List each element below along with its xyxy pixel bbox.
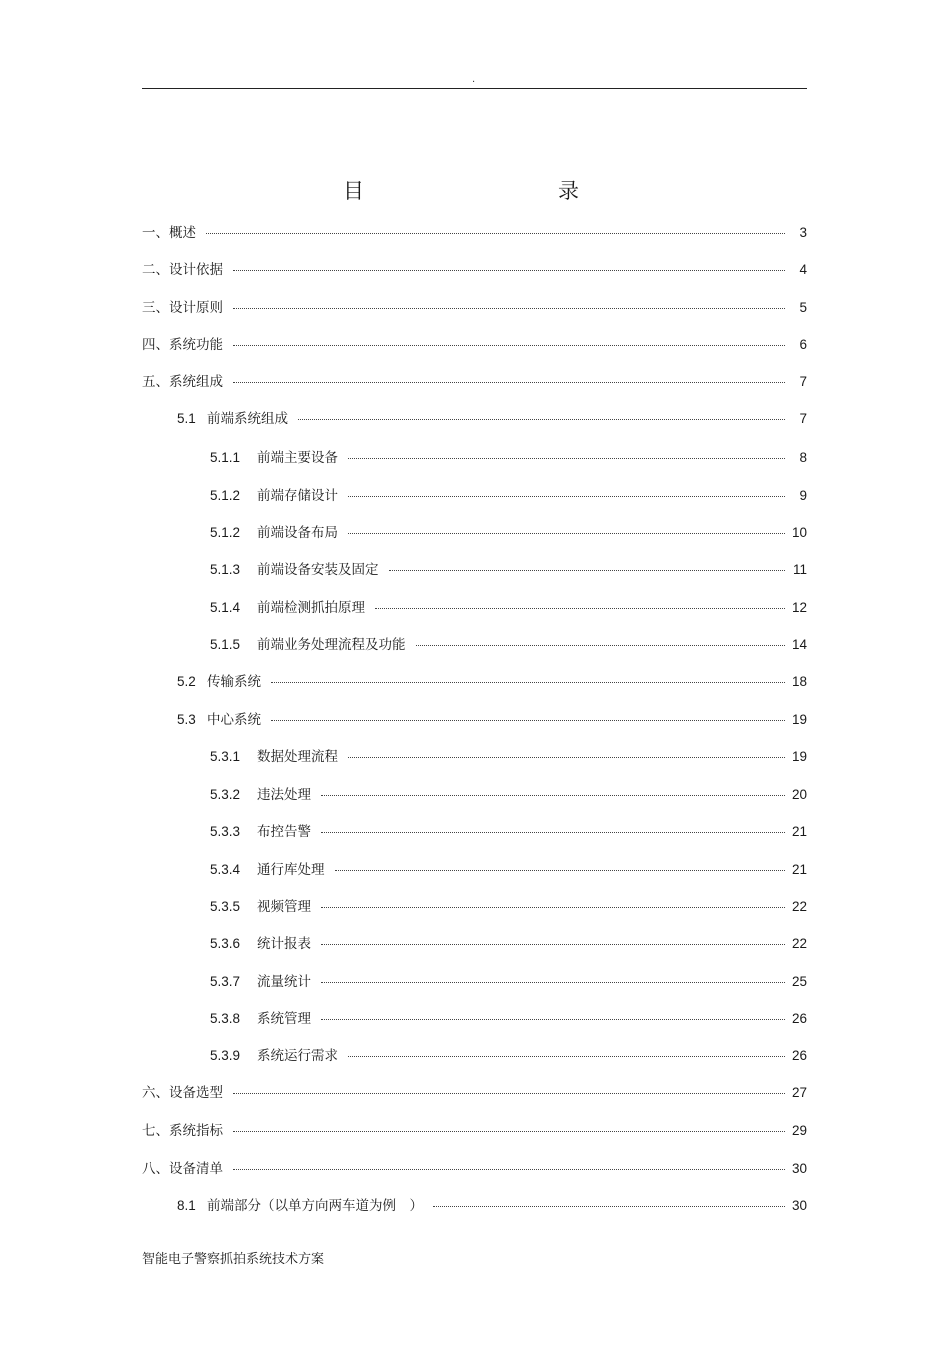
toc-entry-leader: [233, 382, 785, 383]
toc-entry-label: 前端部分（以单方向两车道为例 ）: [207, 1198, 423, 1214]
toc-entry-leader: [321, 832, 785, 833]
toc-entry[interactable]: [142, 1083, 807, 1103]
toc-entry[interactable]: [142, 335, 807, 355]
footer-title: 智能电子警察抓拍系统技术方案: [142, 1252, 325, 1267]
toc-entry-page: 4: [799, 262, 807, 277]
toc-entry-label: 通行库处理: [257, 862, 325, 878]
toc-entry[interactable]: [177, 1196, 807, 1216]
toc-entry-label: 四、系统功能: [142, 337, 223, 353]
toc-entry-number: 5.3.7: [210, 974, 241, 989]
toc-entry[interactable]: [210, 785, 807, 805]
toc-entry[interactable]: [210, 897, 807, 917]
toc-entry-number: 5.3.8: [210, 1011, 241, 1026]
toc-entry-number: 5.3.6: [210, 936, 241, 951]
toc-entry[interactable]: [210, 822, 807, 842]
toc-entry-label: 传输系统: [207, 674, 261, 690]
toc-entry-leader: [416, 645, 786, 646]
toc-entry-leader: [233, 345, 785, 346]
toc-entry-leader: [233, 308, 785, 309]
toc-entry-number: 5.1.4: [210, 600, 241, 615]
toc-entry-leader: [348, 458, 785, 459]
toc-entry[interactable]: [142, 1159, 807, 1179]
toc-entry[interactable]: [142, 1121, 807, 1141]
toc-entry-leader: [233, 1169, 785, 1170]
toc-entry-page: 26: [791, 1048, 807, 1063]
toc-entry-leader: [321, 795, 785, 796]
toc-entry-label: 系统管理: [257, 1011, 311, 1027]
toc-entry-page: 3: [799, 225, 807, 240]
toc-entry-label: 前端设备安装及固定: [257, 562, 379, 578]
toc-entry-leader: [348, 757, 785, 758]
toc-entry-leader: [375, 608, 785, 609]
toc-entry[interactable]: [210, 448, 807, 468]
toc-entry[interactable]: [142, 372, 807, 392]
toc-entry-label: 数据处理流程: [257, 749, 338, 765]
toc-entry[interactable]: [177, 672, 807, 692]
toc-entry-page: 19: [791, 749, 807, 764]
toc-entry-label: 前端主要设备: [257, 450, 338, 466]
toc-entry-number: 5.1.3: [210, 562, 241, 577]
toc-entry-leader: [271, 720, 785, 721]
toc-entry-page: 6: [799, 337, 807, 352]
toc-entry[interactable]: [210, 486, 807, 506]
toc-entry-label: 六、设备选型: [142, 1085, 223, 1101]
toc-entry-page: 18: [791, 674, 807, 689]
toc-entry-page: 7: [799, 411, 807, 426]
toc-entry-label: 一、概述: [142, 225, 196, 241]
toc-entry-page: 20: [791, 787, 807, 802]
toc-entry-label: 前端业务处理流程及功能: [257, 637, 406, 653]
toc-entry-page: 12: [791, 600, 807, 615]
toc-entry-number: 5.3: [177, 712, 196, 727]
toc-entry-leader: [233, 1093, 785, 1094]
toc-entry-label: 前端系统组成: [207, 411, 288, 427]
toc-entry-label: 中心系统: [207, 712, 261, 728]
toc-entry-leader: [321, 907, 785, 908]
toc-entry-number: 5.1.1: [210, 450, 241, 465]
toc-entry-page: 19: [791, 712, 807, 727]
toc-entry[interactable]: [210, 934, 807, 954]
toc-entry-leader: [321, 982, 785, 983]
toc-entry[interactable]: [210, 860, 807, 880]
toc-entry-page: 26: [791, 1011, 807, 1026]
toc-entry-number: 5.1.5: [210, 637, 241, 652]
toc-entry-leader: [206, 233, 785, 234]
toc-entry-label: 系统运行需求: [257, 1048, 338, 1064]
toc-entry-leader: [271, 682, 785, 683]
toc-entry[interactable]: [177, 710, 807, 730]
toc-entry[interactable]: [210, 1009, 807, 1029]
toc-entry-page: 29: [791, 1123, 807, 1138]
toc-entry-page: 8: [799, 450, 807, 465]
toc-entry-leader: [321, 944, 785, 945]
toc-entry-number: 5.1.2: [210, 488, 241, 503]
toc-entry-leader: [348, 496, 785, 497]
toc-entry[interactable]: [142, 298, 807, 318]
toc-title-left: 目: [343, 179, 364, 203]
toc-entry-leader: [298, 419, 785, 420]
toc-entry[interactable]: [210, 523, 807, 543]
toc-entry[interactable]: [142, 223, 807, 243]
toc-entry-page: 21: [791, 824, 807, 839]
toc-entry-number: 5.2: [177, 674, 196, 689]
toc-entry-page: 11: [792, 562, 807, 577]
toc-entry-label: 前端存储设计: [257, 488, 338, 504]
toc-entry-leader: [348, 533, 785, 534]
toc-entry-leader: [348, 1056, 785, 1057]
toc-entry-page: 30: [791, 1198, 807, 1213]
toc-entry-number: 5.3.4: [210, 862, 241, 877]
toc-entry-label: 前端检测抓拍原理: [257, 600, 365, 616]
toc-entry[interactable]: [210, 635, 807, 655]
toc-entry-leader: [433, 1206, 785, 1207]
toc-entry-number: 5.3.5: [210, 899, 241, 914]
toc-entry-label: 三、设计原则: [142, 300, 223, 316]
toc-entry-number: 5.3.2: [210, 787, 241, 802]
toc-entry-number: 5.1: [177, 411, 196, 426]
toc-entry-page: 5: [799, 300, 807, 315]
toc-entry-page: 9: [799, 488, 807, 503]
toc-entry-page: 21: [791, 862, 807, 877]
toc-entry-page: 7: [799, 374, 807, 389]
toc-title-right: 录: [558, 179, 579, 203]
toc-entry-page: 22: [791, 899, 807, 914]
toc-entry-label: 二、设计依据: [142, 262, 223, 278]
toc-entry-number: 5.3.3: [210, 824, 241, 839]
toc-entry-page: 30: [791, 1161, 807, 1176]
toc-entry-label: 五、系统组成: [142, 374, 223, 390]
toc-entry-label: 前端设备布局: [257, 525, 338, 541]
toc-entry-leader: [335, 870, 786, 871]
toc-entry[interactable]: [210, 598, 807, 618]
toc-entry[interactable]: [210, 560, 807, 580]
toc-entry-label: 视频管理: [257, 899, 311, 915]
toc-entry-page: 10: [791, 525, 807, 540]
toc-entry-page: 14: [791, 637, 807, 652]
toc-entry-number: 8.1: [177, 1198, 196, 1213]
toc-entry-page: 27: [791, 1085, 807, 1100]
toc-entry-label: 统计报表: [257, 936, 311, 952]
toc-entry-number: 5.3.1: [210, 749, 241, 764]
toc-entry-page: 25: [791, 974, 807, 989]
toc-entry-leader: [389, 570, 786, 571]
toc-entry-number: 5.3.9: [210, 1048, 241, 1063]
toc-entry-label: 违法处理: [257, 787, 311, 803]
toc-entry[interactable]: [210, 972, 807, 992]
toc-entry-page: 22: [791, 936, 807, 951]
toc-entry-leader: [233, 270, 785, 271]
toc-entry[interactable]: [177, 409, 807, 429]
toc-entry-leader: [321, 1019, 785, 1020]
header-mark: .: [472, 74, 476, 85]
toc-entry-label: 七、系统指标: [142, 1123, 223, 1139]
toc-entry-label: 八、设备清单: [142, 1161, 223, 1177]
toc-entry[interactable]: [210, 1046, 807, 1066]
toc-entry-label: 布控告警: [257, 824, 311, 840]
toc-entry[interactable]: [210, 747, 807, 767]
toc-entry-leader: [233, 1131, 785, 1132]
toc-entry-label: 流量统计: [257, 974, 311, 990]
header-rule: [142, 88, 807, 89]
toc-entry-number: 5.1.2: [210, 525, 241, 540]
toc-entry[interactable]: [142, 260, 807, 280]
